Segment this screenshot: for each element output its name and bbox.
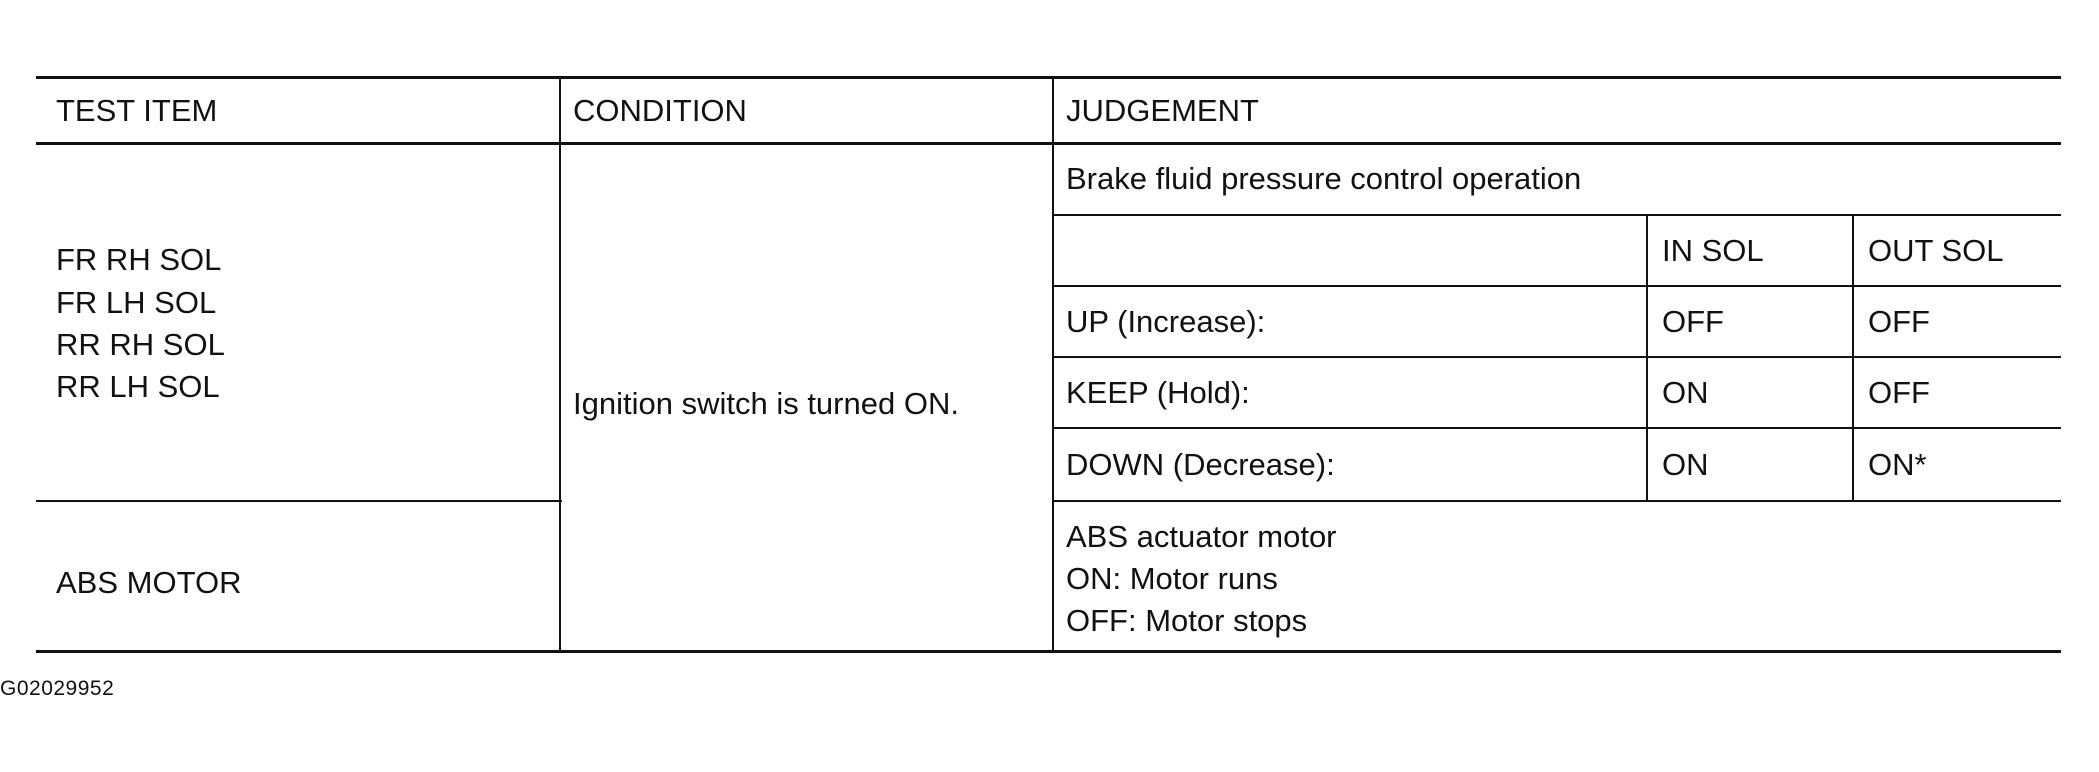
- solenoid-item-list: [56, 239, 225, 408]
- motor-line: ABS actuator motor: [1066, 519, 1337, 554]
- out-sol-value: OFF: [1868, 375, 1930, 410]
- out-sol-header: OUT SOL: [1868, 233, 2004, 268]
- header-condition: CONDITION: [573, 93, 747, 128]
- rule-below-sol-header: [1054, 285, 2061, 287]
- rule-below-up-row: [1054, 356, 2061, 358]
- column-divider-in-sol: [1646, 215, 1648, 501]
- out-sol-value: OFF: [1868, 304, 1930, 339]
- figure-code: G02029952: [0, 677, 115, 700]
- motor-line: OFF: Motor stops: [1066, 603, 1308, 638]
- header-judgement: JUDGEMENT: [1066, 93, 1259, 128]
- solenoid-item: FR RH SOL: [56, 242, 222, 277]
- solenoid-item: FR LH SOL: [56, 285, 217, 320]
- mode-label: KEEP (Hold):: [1066, 375, 1250, 410]
- in-sol-value: OFF: [1662, 304, 1724, 339]
- table-top-rule: [36, 76, 2061, 79]
- rule-solenoid-motor-right: [1054, 500, 2061, 502]
- motor-line: ON: Motor runs: [1066, 561, 1278, 596]
- in-sol-value: ON: [1662, 447, 1709, 482]
- in-sol-header: IN SOL: [1662, 233, 1764, 268]
- pressure-control-title: Brake fluid pressure control operation: [1066, 161, 1582, 196]
- motor-judgement-text: [1066, 516, 1337, 642]
- in-sol-value: ON: [1662, 375, 1709, 410]
- header-bottom-rule: [36, 142, 2061, 145]
- column-divider-out-sol: [1852, 215, 1854, 501]
- out-sol-value: ON*: [1868, 447, 1927, 482]
- solenoid-item: RR LH SOL: [56, 369, 220, 404]
- condition-text: Ignition switch is turned ON.: [573, 386, 959, 421]
- rule-solenoid-motor-left: [36, 500, 562, 502]
- rule-below-keep-row: [1054, 427, 2061, 429]
- solenoid-item: RR RH SOL: [56, 327, 225, 362]
- mode-label: DOWN (Decrease):: [1066, 447, 1335, 482]
- column-divider-condition: [559, 76, 561, 652]
- header-test-item: TEST ITEM: [56, 93, 218, 128]
- table-bottom-rule: [36, 650, 2061, 653]
- rule-below-pressure-title: [1054, 214, 2061, 216]
- abs-motor-item: ABS MOTOR: [56, 565, 242, 600]
- mode-label: UP (Increase):: [1066, 304, 1266, 339]
- column-divider-judgement: [1052, 76, 1054, 652]
